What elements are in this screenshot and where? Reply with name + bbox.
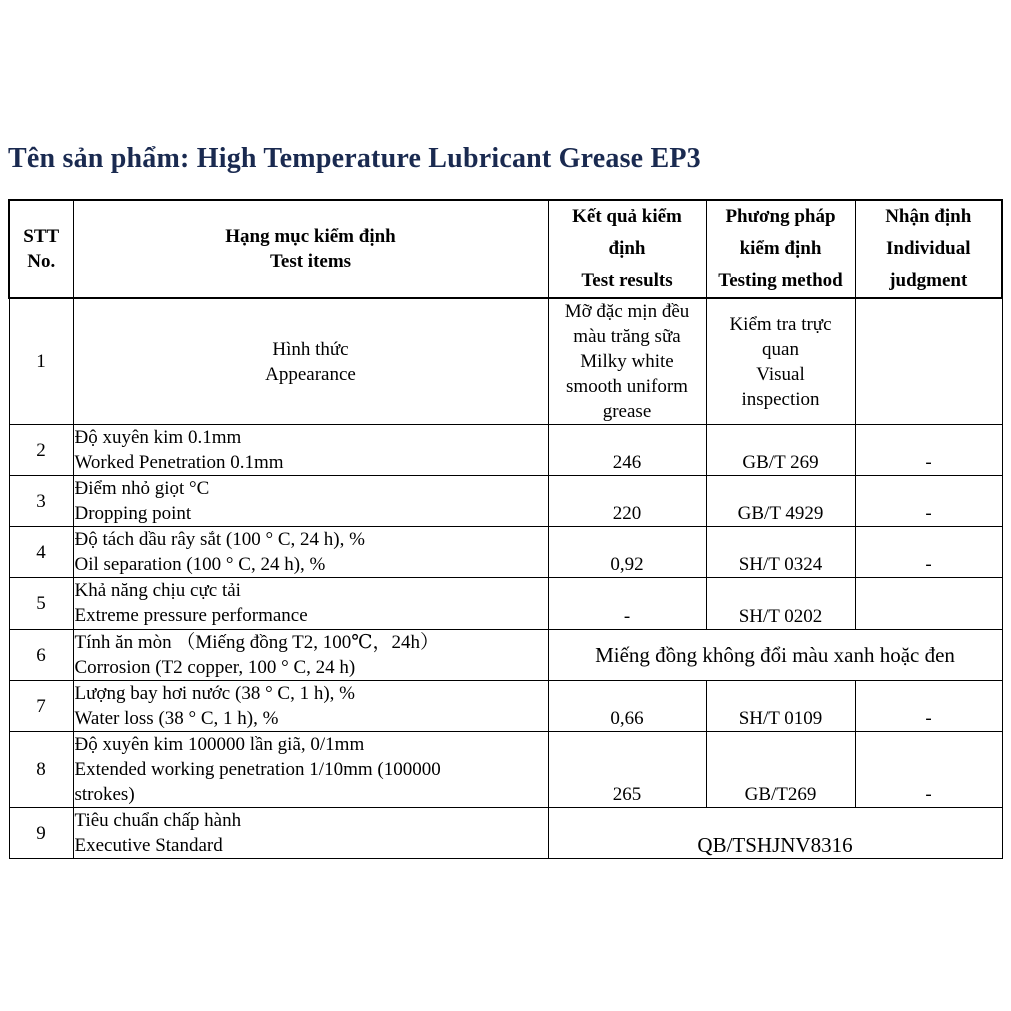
testing-method: GB/T269 — [706, 732, 855, 808]
table-row — [9, 808, 1002, 859]
table-row — [9, 298, 1002, 425]
test-item: Lượng bay hơi nước (38 ° C, 1 h), % Water loss (38 ° C, 1 h), % — [73, 681, 548, 732]
test-item: Tiêu chuẩn chấp hành Executive Standard — [73, 808, 548, 859]
row-number: 4 — [9, 527, 73, 578]
testing-method: GB/T 4929 — [706, 476, 855, 527]
header-stt: STT No. — [9, 200, 73, 298]
table-row — [9, 630, 1002, 681]
test-result: 265 — [548, 732, 706, 808]
test-item: Độ tách dầu rây sắt (100 ° C, 24 h), % Oil separation (100 ° C, 24 h), % — [73, 527, 548, 578]
table-row — [9, 578, 1002, 630]
table-row — [9, 732, 1002, 808]
test-result: 220 — [548, 476, 706, 527]
testing-method: SH/T 0324 — [706, 527, 855, 578]
table-row — [9, 425, 1002, 476]
testing-method: GB/T 269 — [706, 425, 855, 476]
row-number: 2 — [9, 425, 73, 476]
header-testing-method: Phương pháp kiểm định Testing method — [706, 200, 855, 298]
test-result: 246 — [548, 425, 706, 476]
header-test-items: Hạng mục kiểm định Test items — [73, 200, 548, 298]
header-test-results: Kết quả kiểm định Test results — [548, 200, 706, 298]
row-number: 1 — [9, 298, 73, 425]
judgment — [855, 578, 1002, 630]
judgment: - — [855, 527, 1002, 578]
row-number: 8 — [9, 732, 73, 808]
test-results-table — [8, 199, 1003, 859]
merged-result: Miếng đồng không đổi màu xanh hoặc đen — [548, 630, 1002, 681]
row-number: 9 — [9, 808, 73, 859]
test-item: Hình thức Appearance — [73, 298, 548, 425]
test-item: Điểm nhỏ giọt °C Dropping point — [73, 476, 548, 527]
test-item: Khả năng chịu cực tải Extreme pressure performance — [73, 578, 548, 630]
judgment: - — [855, 732, 1002, 808]
table-header-row — [9, 200, 1002, 298]
table-row — [9, 681, 1002, 732]
table-row — [9, 527, 1002, 578]
header-judgment: Nhận định Individual judgment — [855, 200, 1002, 298]
judgment — [855, 298, 1002, 425]
table-row — [9, 476, 1002, 527]
test-item: Độ xuyên kim 0.1mm Worked Penetration 0.1mm — [73, 425, 548, 476]
test-result: 0,66 — [548, 681, 706, 732]
row-number: 7 — [9, 681, 73, 732]
row-number: 5 — [9, 578, 73, 630]
test-result: 0,92 — [548, 527, 706, 578]
test-result: Mỡ đặc mịn đều màu trăng sữa Milky white smooth uniform grease — [548, 298, 706, 425]
testing-method: SH/T 0109 — [706, 681, 855, 732]
judgment: - — [855, 476, 1002, 527]
testing-method: Kiểm tra trực quan Visual inspection — [706, 298, 855, 425]
test-item: Độ xuyên kim 100000 lần giã, 0/1mm Extended working penetration 1/10mm (100000 strokes) — [73, 732, 548, 808]
judgment: - — [855, 425, 1002, 476]
test-result: - — [548, 578, 706, 630]
row-number: 6 — [9, 630, 73, 681]
product-title: Tên sản phẩm: High Temperature Lubricant Grease EP3 — [8, 143, 701, 174]
judgment: - — [855, 681, 1002, 732]
merged-result: QB/TSHJNV8316 — [548, 808, 1002, 859]
row-number: 3 — [9, 476, 73, 527]
testing-method: SH/T 0202 — [706, 578, 855, 630]
test-item: Tính ăn mòn （Miếng đồng T2, 100℃，24h） Corrosion (T2 copper, 100 ° C, 24 h) — [73, 630, 548, 681]
